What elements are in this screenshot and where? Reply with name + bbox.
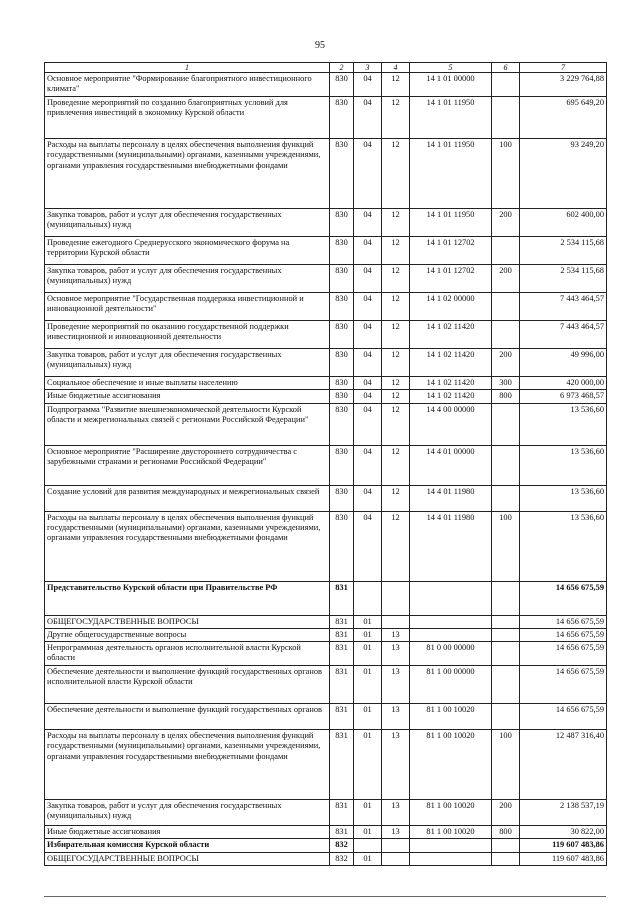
row-admin-code: 831 bbox=[330, 800, 354, 826]
row-target-code: 14 4 01 11980 bbox=[410, 485, 492, 511]
row-amount: 93 249,20 bbox=[520, 139, 607, 209]
row-target-code: 14 1 02 11420 bbox=[410, 377, 492, 390]
table-row bbox=[45, 511, 607, 581]
table-row bbox=[45, 73, 607, 97]
row-target-code: 81 1 00 00000 bbox=[410, 666, 492, 704]
row-admin-code: 832 bbox=[330, 852, 354, 865]
row-section: 01 bbox=[354, 730, 382, 800]
row-section: 04 bbox=[354, 321, 382, 349]
row-section: 04 bbox=[354, 511, 382, 581]
row-amount: 30 822,00 bbox=[520, 826, 607, 839]
table-row bbox=[45, 666, 607, 704]
row-expense-type: 300 bbox=[492, 377, 520, 390]
row-name: Создание условий для развития международных и межрегиональных связей bbox=[45, 485, 330, 511]
row-section: 04 bbox=[354, 485, 382, 511]
row-target-code bbox=[410, 581, 492, 615]
row-expense-type bbox=[492, 704, 520, 730]
row-amount: 2 138 537,19 bbox=[520, 800, 607, 826]
row-subsection: 13 bbox=[382, 666, 410, 704]
row-amount: 6 973 468,57 bbox=[520, 390, 607, 403]
row-subsection bbox=[382, 581, 410, 615]
row-target-code bbox=[410, 615, 492, 628]
row-amount: 3 229 764,88 bbox=[520, 73, 607, 97]
row-name: Основное мероприятие "Формирование благоприятного инвестиционного климата" bbox=[45, 73, 330, 97]
row-admin-code: 830 bbox=[330, 293, 354, 321]
row-expense-type: 800 bbox=[492, 390, 520, 403]
row-section: 01 bbox=[354, 704, 382, 730]
row-amount: 2 534 115,68 bbox=[520, 237, 607, 265]
row-expense-type bbox=[492, 97, 520, 139]
row-admin-code: 831 bbox=[330, 581, 354, 615]
row-section: 04 bbox=[354, 445, 382, 485]
row-target-code: 14 4 00 00000 bbox=[410, 403, 492, 445]
row-amount: 14 656 675,59 bbox=[520, 642, 607, 666]
row-expense-type bbox=[492, 642, 520, 666]
row-expense-type bbox=[492, 615, 520, 628]
row-subsection bbox=[382, 852, 410, 865]
column-header: 5 bbox=[410, 63, 492, 73]
row-admin-code: 830 bbox=[330, 265, 354, 293]
row-section: 01 bbox=[354, 852, 382, 865]
row-subsection: 12 bbox=[382, 445, 410, 485]
row-target-code: 14 1 02 00000 bbox=[410, 293, 492, 321]
row-section: 04 bbox=[354, 403, 382, 445]
column-header: 7 bbox=[520, 63, 607, 73]
row-expense-type bbox=[492, 581, 520, 615]
row-admin-code: 830 bbox=[330, 321, 354, 349]
row-admin-code: 831 bbox=[330, 704, 354, 730]
row-name: Проведение мероприятий по созданию благоприятных условий для привлечения инвестиций в экономику Курской области bbox=[45, 97, 330, 139]
table-row bbox=[45, 97, 607, 139]
table-row bbox=[45, 445, 607, 485]
row-amount: 13 536,60 bbox=[520, 511, 607, 581]
row-section: 01 bbox=[354, 800, 382, 826]
row-amount: 14 656 675,59 bbox=[520, 704, 607, 730]
page-number: 95 bbox=[315, 40, 325, 51]
table-header-row bbox=[45, 63, 607, 73]
row-section: 04 bbox=[354, 293, 382, 321]
row-target-code bbox=[410, 839, 492, 852]
row-admin-code: 831 bbox=[330, 666, 354, 704]
row-target-code: 14 1 01 11950 bbox=[410, 97, 492, 139]
table-row bbox=[45, 581, 607, 615]
row-admin-code: 831 bbox=[330, 615, 354, 628]
row-amount: 14 656 675,59 bbox=[520, 666, 607, 704]
row-name: Подпрограмма "Развитие внешнеэкономической деятельности Курской области и межрегиональных связей с регионами Российской Федерации" bbox=[45, 403, 330, 445]
row-section: 04 bbox=[354, 73, 382, 97]
column-header: 4 bbox=[382, 63, 410, 73]
row-expense-type bbox=[492, 237, 520, 265]
row-expense-type bbox=[492, 445, 520, 485]
row-admin-code: 830 bbox=[330, 139, 354, 209]
row-admin-code: 831 bbox=[330, 826, 354, 839]
row-name: Избирательная комиссия Курской области bbox=[45, 839, 330, 852]
row-amount: 14 656 675,59 bbox=[520, 615, 607, 628]
row-admin-code: 830 bbox=[330, 511, 354, 581]
row-subsection: 12 bbox=[382, 139, 410, 209]
row-expense-type bbox=[492, 839, 520, 852]
row-section: 04 bbox=[354, 209, 382, 237]
row-subsection: 12 bbox=[382, 321, 410, 349]
table-row bbox=[45, 615, 607, 628]
row-subsection: 12 bbox=[382, 377, 410, 390]
row-expense-type bbox=[492, 403, 520, 445]
row-name: Основное мероприятие "Расширение двустороннего сотрудничества с зарубежными странами и регионами Российской Федерации" bbox=[45, 445, 330, 485]
table-row bbox=[45, 209, 607, 237]
row-expense-type: 200 bbox=[492, 265, 520, 293]
row-amount: 119 607 483,86 bbox=[520, 839, 607, 852]
row-target-code: 14 1 02 11420 bbox=[410, 321, 492, 349]
row-subsection: 12 bbox=[382, 349, 410, 377]
row-admin-code: 830 bbox=[330, 209, 354, 237]
row-subsection: 13 bbox=[382, 642, 410, 666]
column-header: 2 bbox=[330, 63, 354, 73]
row-expense-type: 100 bbox=[492, 730, 520, 800]
row-subsection: 12 bbox=[382, 265, 410, 293]
row-subsection: 12 bbox=[382, 293, 410, 321]
row-name: Социальное обеспечение и иные выплаты населению bbox=[45, 377, 330, 390]
row-name: ОБЩЕГОСУДАРСТВЕННЫЕ ВОПРОСЫ bbox=[45, 852, 330, 865]
table-row bbox=[45, 349, 607, 377]
row-name: Расходы на выплаты персоналу в целях обеспечения выполнения функций государственными (муниципальными) органами, казенными учреждениями, органами управления государственными внебюджетными фондами bbox=[45, 730, 330, 800]
page-bottom-rule bbox=[44, 896, 606, 897]
row-section: 01 bbox=[354, 628, 382, 641]
row-subsection: 12 bbox=[382, 390, 410, 403]
row-name: Расходы на выплаты персоналу в целях обеспечения выполнения функций государственными (муниципальными) органами, казенными учреждениями, органами управления государственными внебюджетными фондами bbox=[45, 511, 330, 581]
table-row bbox=[45, 628, 607, 641]
row-target-code: 81 0 00 00000 bbox=[410, 642, 492, 666]
row-admin-code: 830 bbox=[330, 445, 354, 485]
row-target-code: 14 1 01 12702 bbox=[410, 237, 492, 265]
row-name: Закупка товаров, работ и услуг для обеспечения государственных (муниципальных) нужд bbox=[45, 265, 330, 293]
row-name: Закупка товаров, работ и услуг для обеспечения государственных (муниципальных) нужд bbox=[45, 349, 330, 377]
row-section: 04 bbox=[354, 265, 382, 293]
row-admin-code: 830 bbox=[330, 349, 354, 377]
table-row bbox=[45, 377, 607, 390]
table-row bbox=[45, 642, 607, 666]
row-section: 04 bbox=[354, 390, 382, 403]
table-row bbox=[45, 403, 607, 445]
row-target-code bbox=[410, 628, 492, 641]
row-amount: 119 607 483,86 bbox=[520, 852, 607, 865]
table-row bbox=[45, 730, 607, 800]
row-subsection bbox=[382, 615, 410, 628]
row-name: Расходы на выплаты персоналу в целях обеспечения выполнения функций государственными (муниципальными) органами, казенными учреждениями, органами управления государственными внебюджетными фондами bbox=[45, 139, 330, 209]
row-name: Проведение ежегодного Среднерусского экономического форума на территории Курской области bbox=[45, 237, 330, 265]
row-admin-code: 830 bbox=[330, 97, 354, 139]
row-admin-code: 830 bbox=[330, 485, 354, 511]
row-expense-type bbox=[492, 628, 520, 641]
column-header: 1 bbox=[45, 63, 330, 73]
row-name: Обеспечение деятельности и выполнение функций государственных органов исполнительной власти Курской области bbox=[45, 666, 330, 704]
row-subsection: 13 bbox=[382, 800, 410, 826]
row-target-code: 14 1 02 11420 bbox=[410, 390, 492, 403]
row-section: 04 bbox=[354, 349, 382, 377]
row-target-code bbox=[410, 852, 492, 865]
row-subsection: 13 bbox=[382, 628, 410, 641]
budget-table bbox=[44, 62, 607, 866]
row-admin-code: 830 bbox=[330, 237, 354, 265]
table-row bbox=[45, 826, 607, 839]
table-row bbox=[45, 139, 607, 209]
row-name: Другие общегосударственные вопросы bbox=[45, 628, 330, 641]
row-expense-type: 100 bbox=[492, 139, 520, 209]
row-subsection: 12 bbox=[382, 73, 410, 97]
row-amount: 7 443 464,57 bbox=[520, 321, 607, 349]
row-amount: 420 000,00 bbox=[520, 377, 607, 390]
table-row bbox=[45, 485, 607, 511]
row-name: Закупка товаров, работ и услуг для обеспечения государственных (муниципальных) нужд bbox=[45, 800, 330, 826]
row-amount: 13 536,60 bbox=[520, 403, 607, 445]
row-section bbox=[354, 839, 382, 852]
row-subsection: 12 bbox=[382, 237, 410, 265]
row-target-code: 14 1 01 11950 bbox=[410, 209, 492, 237]
row-section: 04 bbox=[354, 139, 382, 209]
row-name: Иные бюджетные ассигнования bbox=[45, 826, 330, 839]
row-subsection: 12 bbox=[382, 209, 410, 237]
column-header: 3 bbox=[354, 63, 382, 73]
row-section: 04 bbox=[354, 97, 382, 139]
row-name: Непрограммная деятельность органов исполнительной власти Курской области bbox=[45, 642, 330, 666]
row-name: Закупка товаров, работ и услуг для обеспечения государственных (муниципальных) нужд bbox=[45, 209, 330, 237]
row-expense-type: 200 bbox=[492, 349, 520, 377]
table-row bbox=[45, 839, 607, 852]
row-name: Иные бюджетные ассигнования bbox=[45, 390, 330, 403]
row-subsection bbox=[382, 839, 410, 852]
table-row bbox=[45, 237, 607, 265]
row-target-code: 14 1 02 11420 bbox=[410, 349, 492, 377]
row-subsection: 13 bbox=[382, 704, 410, 730]
row-subsection: 12 bbox=[382, 511, 410, 581]
row-name: Проведение мероприятий по оказанию государственной поддержки инвестиционной и инновационной деятельности bbox=[45, 321, 330, 349]
row-target-code: 14 1 01 11950 bbox=[410, 139, 492, 209]
row-section: 01 bbox=[354, 642, 382, 666]
row-amount: 13 536,60 bbox=[520, 485, 607, 511]
row-subsection: 12 bbox=[382, 97, 410, 139]
table-row bbox=[45, 265, 607, 293]
row-amount: 2 534 115,68 bbox=[520, 265, 607, 293]
row-target-code: 14 1 01 12702 bbox=[410, 265, 492, 293]
row-expense-type bbox=[492, 485, 520, 511]
row-target-code: 14 4 01 00000 bbox=[410, 445, 492, 485]
row-admin-code: 831 bbox=[330, 642, 354, 666]
row-expense-type bbox=[492, 321, 520, 349]
row-subsection: 13 bbox=[382, 730, 410, 800]
row-target-code: 81 1 00 10020 bbox=[410, 730, 492, 800]
table-row bbox=[45, 852, 607, 865]
row-admin-code: 830 bbox=[330, 73, 354, 97]
row-section: 01 bbox=[354, 666, 382, 704]
row-name: Представительство Курской области при Правительстве РФ bbox=[45, 581, 330, 615]
row-expense-type bbox=[492, 852, 520, 865]
row-section: 01 bbox=[354, 826, 382, 839]
row-expense-type: 200 bbox=[492, 209, 520, 237]
row-expense-type bbox=[492, 293, 520, 321]
row-expense-type: 100 bbox=[492, 511, 520, 581]
row-target-code: 14 1 01 00000 bbox=[410, 73, 492, 97]
row-name: Основное мероприятие "Государственная поддержка инвестиционной и инновационной деятельности" bbox=[45, 293, 330, 321]
row-subsection: 12 bbox=[382, 403, 410, 445]
row-admin-code: 832 bbox=[330, 839, 354, 852]
row-admin-code: 831 bbox=[330, 628, 354, 641]
row-amount: 602 400,00 bbox=[520, 209, 607, 237]
row-target-code: 81 1 00 10020 bbox=[410, 704, 492, 730]
row-expense-type: 200 bbox=[492, 800, 520, 826]
row-target-code: 81 1 00 10020 bbox=[410, 800, 492, 826]
table-row bbox=[45, 390, 607, 403]
row-section: 01 bbox=[354, 615, 382, 628]
table-row bbox=[45, 321, 607, 349]
row-name: ОБЩЕГОСУДАРСТВЕННЫЕ ВОПРОСЫ bbox=[45, 615, 330, 628]
row-subsection: 13 bbox=[382, 826, 410, 839]
row-amount: 7 443 464,57 bbox=[520, 293, 607, 321]
row-admin-code: 830 bbox=[330, 377, 354, 390]
row-amount: 12 487 316,40 bbox=[520, 730, 607, 800]
row-admin-code: 831 bbox=[330, 730, 354, 800]
row-amount: 14 656 675,59 bbox=[520, 628, 607, 641]
row-amount: 13 536,60 bbox=[520, 445, 607, 485]
table-row bbox=[45, 704, 607, 730]
row-target-code: 14 4 01 11980 bbox=[410, 511, 492, 581]
row-amount: 49 996,00 bbox=[520, 349, 607, 377]
row-expense-type bbox=[492, 666, 520, 704]
row-admin-code: 830 bbox=[330, 390, 354, 403]
row-name: Обеспечение деятельности и выполнение функций государственных органов bbox=[45, 704, 330, 730]
row-expense-type: 800 bbox=[492, 826, 520, 839]
table-row bbox=[45, 293, 607, 321]
row-section: 04 bbox=[354, 377, 382, 390]
row-target-code: 81 1 00 10020 bbox=[410, 826, 492, 839]
row-amount: 14 656 675,59 bbox=[520, 581, 607, 615]
row-section bbox=[354, 581, 382, 615]
row-admin-code: 830 bbox=[330, 403, 354, 445]
table-row bbox=[45, 800, 607, 826]
row-amount: 695 649,20 bbox=[520, 97, 607, 139]
row-expense-type bbox=[492, 73, 520, 97]
row-subsection: 12 bbox=[382, 485, 410, 511]
row-section: 04 bbox=[354, 237, 382, 265]
column-header: 6 bbox=[492, 63, 520, 73]
